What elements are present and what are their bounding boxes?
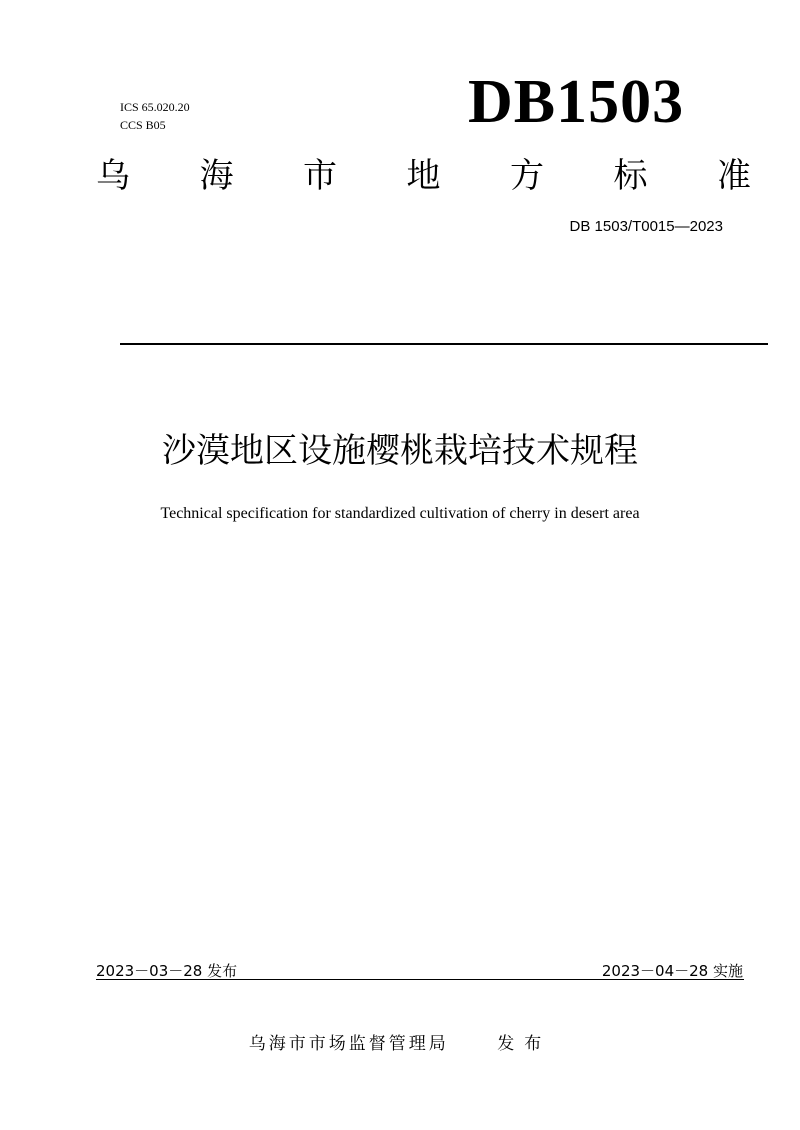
standard-type-char: 乌: [96, 156, 130, 196]
standard-type-char: 海: [199, 156, 234, 196]
implementation-date: 2023－04－28 实施: [601, 962, 743, 980]
standard-type-char: 标: [613, 156, 648, 196]
footer-divider: [96, 979, 744, 980]
standard-type-char: 地: [406, 156, 441, 196]
ics-code: ICS 65.020.20: [120, 100, 190, 114]
publisher-line: [0, 1029, 800, 1054]
standard-type-char: 方: [510, 156, 544, 196]
standard-number: DB 1503/T0015—2023: [569, 218, 723, 235]
ccs-code: CCS B05: [120, 118, 166, 132]
publish-action: 发布: [497, 1034, 552, 1054]
standard-type-char: 准: [717, 156, 751, 196]
standard-type-char: 市: [303, 156, 337, 196]
document-title-english: Technical specification for standardized cultivation of cherry in desert area: [160, 505, 640, 522]
standard-type-heading: [96, 152, 751, 200]
publisher-name: 乌海市市场监督管理局: [248, 1034, 449, 1054]
header-divider: [120, 343, 768, 345]
db-logo: DB1503: [468, 68, 685, 136]
document-title-chinese: 沙漠地区设施樱桃栽培技术规程: [162, 431, 638, 471]
issue-date: 2023－03－28 发布: [96, 962, 238, 980]
classification-codes: [120, 98, 190, 134]
